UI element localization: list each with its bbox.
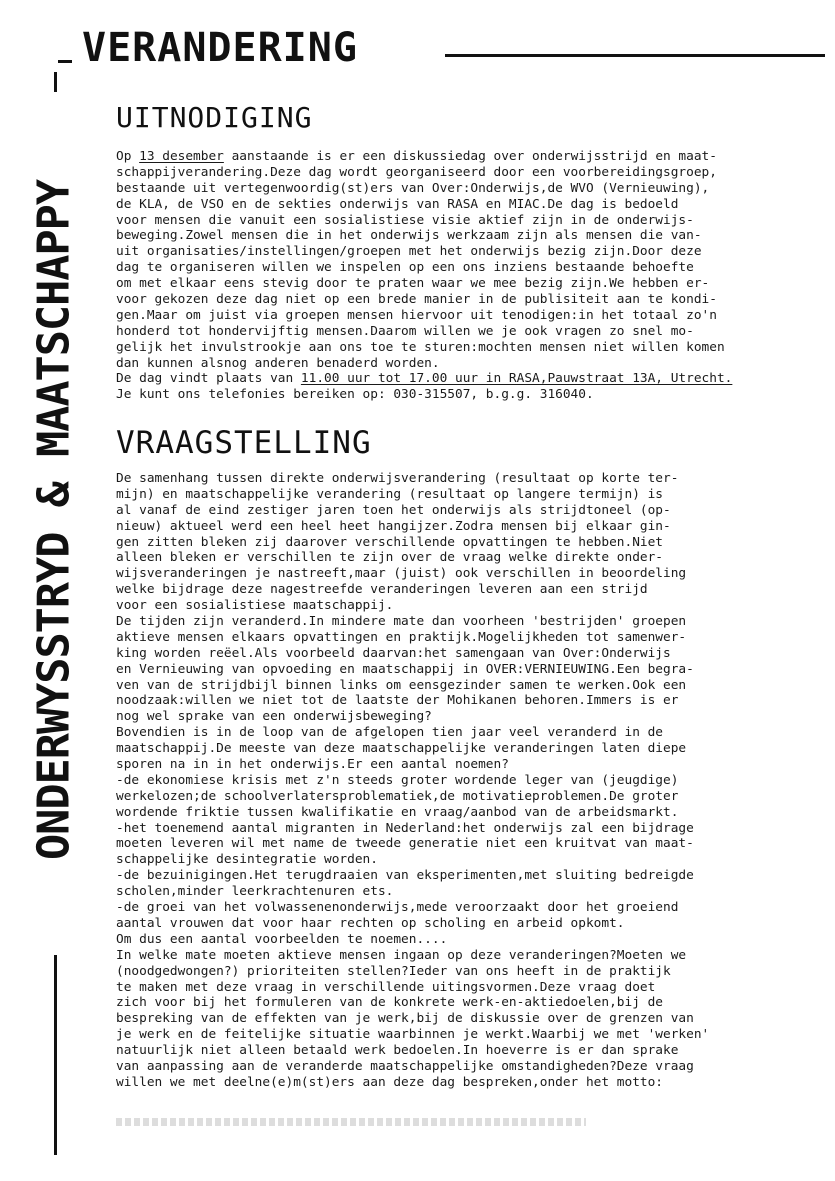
text-segment: voor mensen die vanuit een sosialistiese visie aktief zijn in de onderwijs-: [116, 212, 694, 228]
text-line: [116, 165, 816, 181]
text-line: [116, 292, 816, 308]
text-line: [116, 228, 816, 244]
text-line: voor een sosialistiese maatschappij.: [116, 598, 394, 614]
text-line: [116, 181, 816, 197]
text-line: alleen bleken er verschillen te zijn over de vraag welke direkte onder-: [116, 550, 664, 566]
text-line: [116, 276, 816, 292]
text-line: je werk en de feitelijke situatie waarbinnen je werkt.Waarbij we met 'werken': [116, 1027, 710, 1043]
text-line: werkelozen;de schoolverlatersproblematiek,de motivatieproblemen.De groter: [116, 788, 679, 804]
text-line: gen zitten bleken zij daarover verschillende opvattingen te hebben.Niet: [116, 534, 664, 550]
text-line: [116, 371, 816, 387]
text-line: aantal vrouwen dat voor haar rechten op scholing en arbeid opkomt.: [116, 915, 625, 931]
text-line: mijn) en maatschappelijke verandering (resultaat op langere termijn) is: [116, 486, 664, 502]
text-line: van aanpassing aan de veranderde maatschappelijke omstandigheden?Deze vraag: [116, 1058, 694, 1074]
underlined-text: 13 desember: [139, 149, 224, 164]
text-line: nieuw) aktueel werd een heel heet hangijzer.Zodra mensen bij elkaar gin-: [116, 518, 671, 534]
text-segment: uit organisaties/instellingen/groepen met het onderwijs bezig zijn.Door deze: [116, 244, 702, 260]
text-line: De samenhang tussen direkte onderwijsverandering (resultaat op korte ter-: [116, 471, 679, 486]
text-line: maatschappij.De meeste van deze maatschappelijke veranderingen laten diepe: [116, 741, 687, 757]
text-segment: beweging.Zowel mensen die in het onderwijs werkzaam zijn als mensen die van-: [116, 228, 702, 244]
text-line: aktieve mensen elkaars opvattingen en praktijk.Mogelijkheden tot samenwer-: [116, 629, 687, 645]
text-line: noodzaak:willen we niet tot de laatste der Mohikanen behoren.Immers is er: [116, 693, 679, 709]
text-line: nog wel sprake van een onderwijsbeweging?: [116, 709, 432, 725]
text-segment: honderd tot hondervijftig mensen.Daarom willen we je ook vragen zo snel mo-: [116, 323, 694, 339]
underlined-text: 11.00 uur tot 17.00 uur in RASA,Pauwstraat 13A, Utrecht.: [300, 371, 733, 387]
text-line: -de bezuinigingen.Het terugdraaien van eksperimenten,met sluiting bedreigde: [116, 868, 694, 884]
text-segment: de KLA, de VSO en de sekties onderwijs van RASA en MIAC.De dag is bedoeld: [116, 196, 679, 212]
faded-bottom-line: [116, 1118, 586, 1126]
text-line: te maken met deze vraag in verschillende uitingsvormen.Deze vraag doet: [116, 979, 656, 995]
section-heading-vraagstelling: VRAAGSTELLING: [116, 425, 372, 461]
text-segment: De dag vindt plaats van: [116, 371, 301, 387]
text-line: wijsveranderingen je nastreeft,maar (juist) ook verschillen in beoordeling: [116, 566, 687, 582]
text-line: -de ekonomiese krisis met z'n steeds groter wordende leger van (jeugdige): [116, 772, 679, 788]
text-segment: om met elkaar eens stevig door te praten waar we mee bezig zijn.We hebben er-: [116, 276, 710, 292]
text-line: sporen na in in het onderwijs.Er een aantal noemen?: [116, 757, 509, 773]
vertical-title: ONDERWYSSTRYD & MAATSCHAPPY: [29, 179, 80, 861]
text-line: [116, 387, 816, 403]
text-line: en Vernieuwing van opvoeding en maatschappij in OVER:VERNIEUWING.Een begra-: [116, 661, 694, 677]
text-segment: voor gekozen deze dag niet op een brede manier in de publisiteit aan te kondi-: [116, 292, 717, 308]
text-line: [116, 308, 816, 324]
text-line: -het toenemend aantal migranten in Nederland:het onderwijs zal een bijdrage: [116, 820, 694, 836]
vraagstelling-text: [116, 471, 816, 1091]
text-line: welke bijdrage deze nagestreefde veranderingen leveren aan een strijd: [116, 582, 648, 598]
text-line: wordende friktie tussen kwalifikatie en vraag/aanbod van de arbeidsmarkt.: [116, 804, 679, 820]
text-segment: gelijk het invulstrookje aan ons toe te sturen:mochten mensen niet willen komen: [116, 339, 725, 355]
text-segment: bestaande uit vertegenwoordig(st)ers van Over:Onderwijs,de WVO (Vernieuwing),: [116, 180, 710, 196]
text-line: -de groei van het volwassenenonderwijs,mede veroorzaakt door het groeiend: [116, 900, 679, 916]
text-segment: dan kunnen alsnog anderen benaderd worden.: [116, 355, 440, 371]
text-line: [116, 260, 816, 276]
vertical-rule-bottom: [54, 955, 57, 1155]
vertical-title-area: [0, 0, 95, 1181]
text-line: Bovendien is in de loop van de afgelopen tien jaar veel veranderd in de: [116, 725, 664, 741]
text-line: natuurlijk niet alleen betaald werk bedoelen.In hoeverre is er dan sprake: [116, 1043, 679, 1059]
text-line: scholen,minder leerkrachtenuren ets.: [116, 884, 394, 900]
text-segment: aanstaande is er een diskussiedag over onderwijsstrijd en maat-: [223, 149, 717, 164]
text-line: [116, 356, 816, 372]
text-line: [116, 340, 816, 356]
text-line: zich voor bij het formuleren van de konkrete werk-en-aktiedoelen,bij de: [116, 995, 664, 1011]
text-segment: Je kunt ons telefonies bereiken op: 030-315507, b.g.g. 316040.: [116, 387, 594, 403]
text-line: schappelijke desintegratie worden.: [116, 852, 378, 868]
text-segment: schappijverandering.Deze dag wordt georganiseerd door een voorbereidingsgroep,: [116, 164, 717, 180]
text-segment: gen.Maar om juist via groepen mensen hiervoor uit tenodigen:in het totaal zo'n: [116, 307, 717, 323]
header-title: VERANDERING: [82, 25, 358, 71]
text-line: al vanaf de eind zestiger jaren toen het onderwijs als strijdtoneel (op-: [116, 502, 671, 518]
text-line: [116, 324, 816, 340]
text-line: Om dus een aantal voorbeelden te noemen....: [116, 931, 448, 947]
text-line: king worden reëel.Als voorbeeld daarvan:het samengaan van Over:Onderwijs: [116, 645, 671, 661]
text-line: De tijden zijn veranderd.In mindere mate dan voorheen 'bestrijden' groepen: [116, 614, 687, 630]
text-line: [116, 197, 816, 213]
vertical-rule-top: [54, 72, 57, 92]
text-line: bespreking van de effekten van je werk,bij de diskussie over de grenzen van: [116, 1011, 694, 1027]
uitnodiging-text: [116, 149, 816, 403]
text-line: [116, 213, 816, 229]
text-segment: Op: [116, 149, 140, 164]
text-segment: dag te organiseren willen we inspelen op een ons inziens bestaande behoefte: [116, 260, 694, 276]
text-line: willen we met deelne(e)m(st)ers aan deze dag bespreken,onder het motto:: [116, 1074, 664, 1090]
section-heading-uitnodiging: UITNODIGING: [116, 101, 313, 134]
text-line: (noodgedwongen?) prioriteiten stellen?Ieder van ons heeft in de praktijk: [116, 963, 671, 979]
header-rule: [445, 54, 825, 57]
header: [70, 25, 830, 88]
text-line: moeten leveren wil met name de tweede generatie niet een kruitvat van maat-: [116, 836, 694, 852]
text-line: In welke mate moeten aktieve mensen ingaan op deze veranderingen?Moeten we: [116, 947, 687, 963]
text-line: [116, 244, 816, 260]
text-line: ven van de strijdbijl binnen links om eensgezinder samen te werken.Ook een: [116, 677, 687, 693]
text-line: [116, 149, 816, 165]
